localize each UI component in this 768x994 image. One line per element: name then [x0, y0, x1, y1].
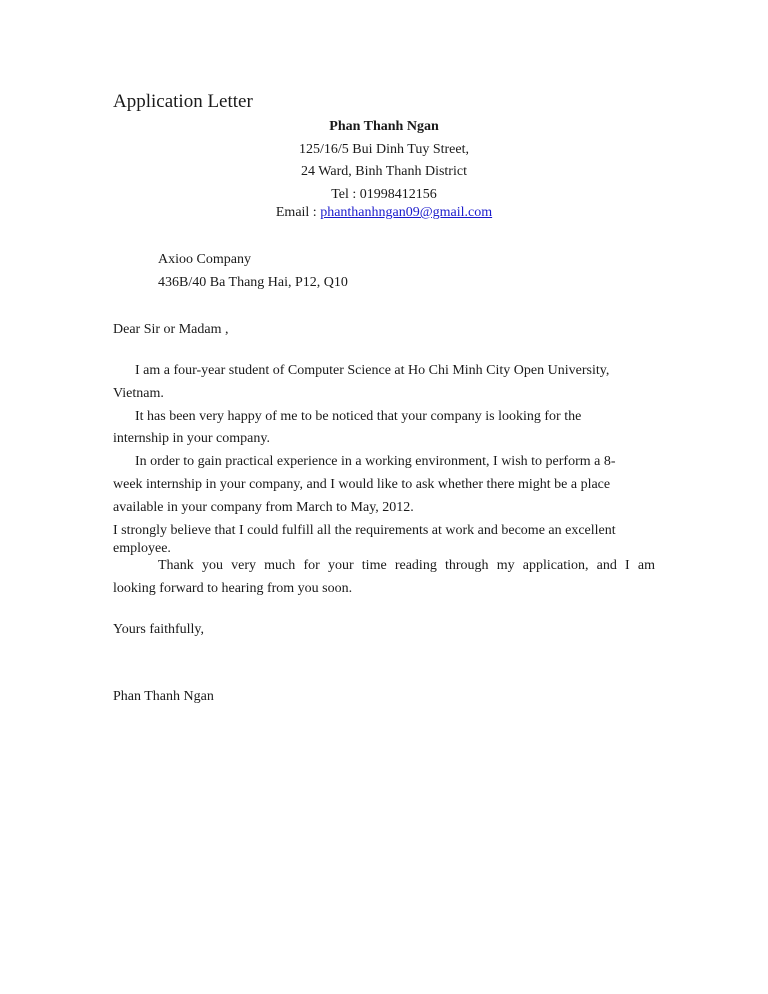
letter-title: Application Letter — [113, 91, 253, 112]
recipient-company: Axioo Company — [158, 252, 251, 267]
salutation: Dear Sir or Madam , — [113, 322, 229, 337]
closing: Yours faithfully, — [113, 622, 205, 637]
recipient-address: 436B/40 Ba Thang Hai, P12, Q10 — [158, 275, 348, 290]
body-paragraph-3-line-1: In order to gain practical experience in a working environment, I wish to perform a 8- — [135, 454, 616, 469]
sender-email-link[interactable]: phanthanhngan09@gmail.com — [320, 205, 493, 220]
body-paragraph-3-line-3: available in your company from March to May, 2012. — [113, 500, 414, 515]
body-paragraph-5-line-2: looking forward to hearing from you soon. — [113, 581, 353, 596]
body-paragraph-1-line-2: Vietnam. — [113, 386, 164, 401]
sender-email-label: Email : — [275, 205, 321, 220]
body-paragraph-2-line-1: It has been very happy of me to be noticed that your company is looking for the — [135, 409, 582, 424]
body-paragraph-5-line-1: Thank you very much for your time reading through my application, and I am — [158, 558, 655, 573]
body-paragraph-4-line-2: employee. — [113, 541, 171, 556]
sender-name: Phan Thanh Ngan — [329, 119, 439, 134]
body-paragraph-3-line-2: week internship in your company, and I would like to ask whether there might be a place — [113, 477, 611, 492]
sender-email-line — [0, 205, 768, 221]
body-paragraph-1-line-1: I am a four-year student of Computer Science at Ho Chi Minh City Open University, — [135, 363, 610, 378]
sender-address-line1: 125/16/5 Bui Dinh Tuy Street, — [299, 142, 469, 157]
body-paragraph-4-line-1: I strongly believe that I could fulfill all the requirements at work and become an excellent — [113, 523, 616, 538]
sender-tel: Tel : 01998412156 — [331, 187, 437, 202]
body-paragraph-2-line-2: internship in your company. — [113, 431, 270, 446]
sender-address-line2: 24 Ward, Binh Thanh District — [301, 164, 467, 179]
signature-name: Phan Thanh Ngan — [113, 689, 214, 704]
